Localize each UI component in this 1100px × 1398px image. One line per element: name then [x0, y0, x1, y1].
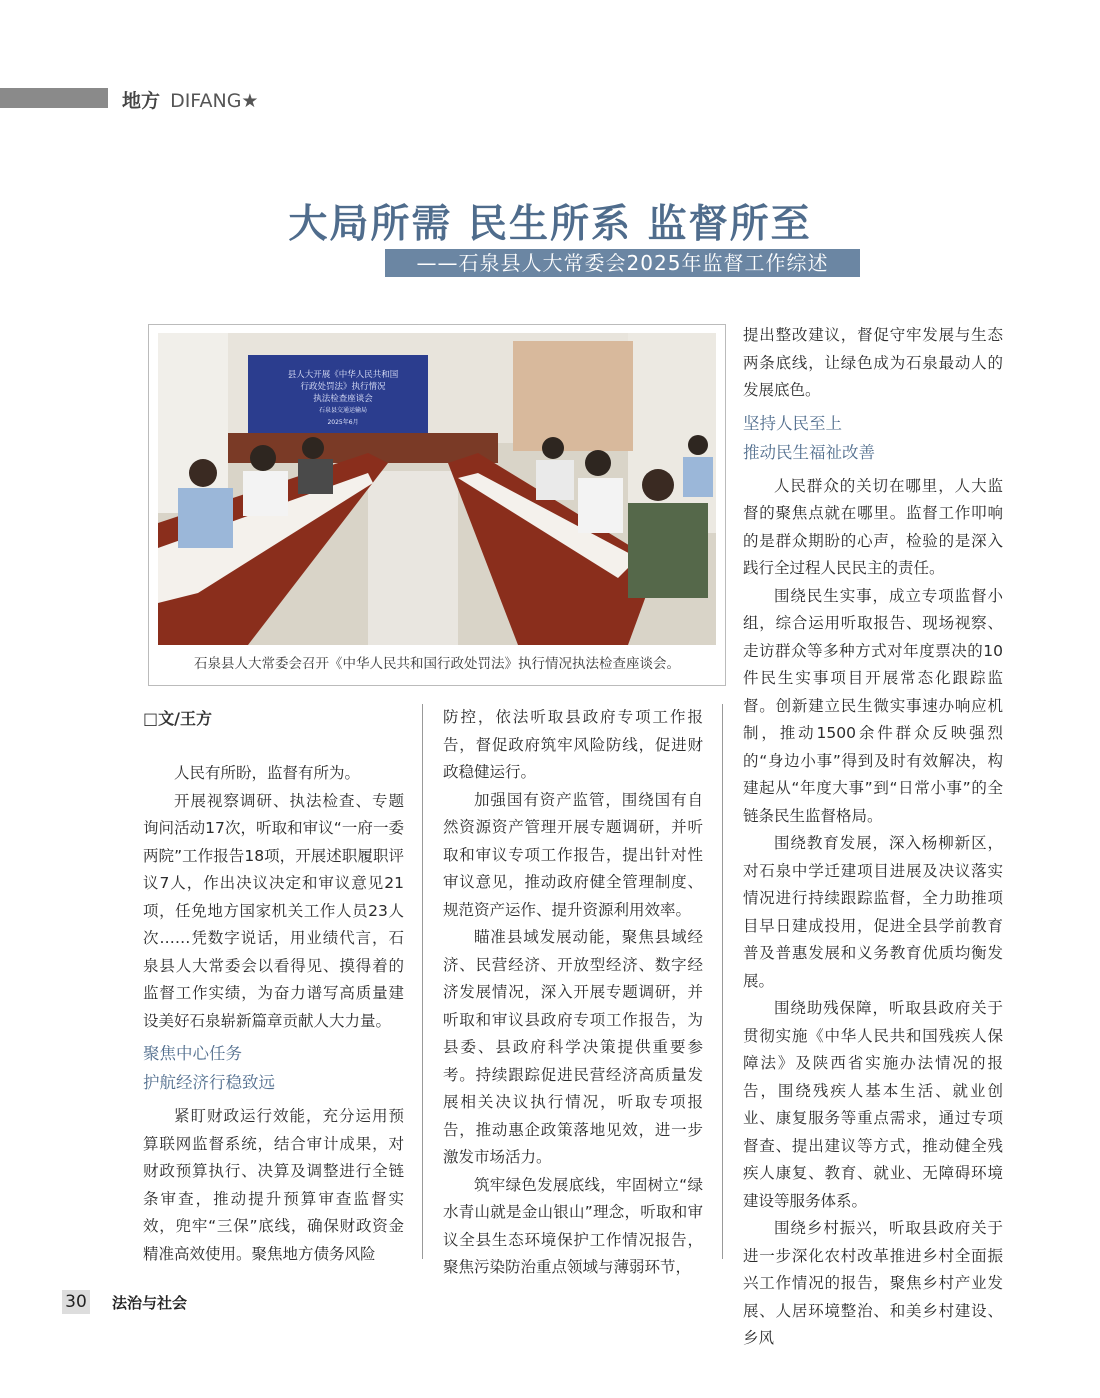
section-heading-line: 聚焦中心任务: [143, 1044, 242, 1063]
article-subtitle: ——石泉县人大常委会2025年监督工作综述: [385, 249, 860, 277]
paragraph: 防控，依法听取县政府专项工作报告，督促政府筑牢风险防线，促进财政稳健运行。: [443, 708, 703, 781]
photo-caption: 石泉县人大常委会召开《中华人民共和国行政处罚法》执行情况执法检查座谈会。: [194, 656, 680, 672]
paragraph: 围绕教育发展，深入杨柳新区，对石泉中学迁建项目进展及决议落实情况进行持续跟踪监督，全力助推项目早日建成投用，促进全县学前教育普及普惠发展和义务教育优质均衡发展。: [743, 834, 1003, 990]
section-header: [122, 86, 258, 113]
column-divider: [422, 704, 423, 1259]
section-heading-line: 坚持人民至上: [743, 413, 842, 433]
paragraph: 加强国有资产监管，围绕国有自然资源资产管理开展专题调研，并听取和审议专项工作报告，提出针对性审议意见，推动政府健全管理制度、规范资产运作、提升资源利用效率。: [443, 790, 703, 919]
paragraph: 围绕民生实事，成立专项监督小组，综合运用听取报告、现场视察、走访群众等多种方式对年度票决的10件民生实事项目开展常态化跟踪监督。创新建立民生微实事速办响应机制，推动1500余件群众反映强烈的“身边小事”得到及时有效解决，构建起从“年度大事”到“日常小事”的全链条民生监督格局。: [743, 586, 1003, 825]
header-bar: [0, 88, 108, 108]
screen-line: 石泉县交通运输局: [318, 407, 367, 414]
section-heading-line: 推动民生福祉改善: [743, 442, 875, 462]
section-heading-line: 护航经济行稳致远: [143, 1073, 275, 1092]
column-3: [743, 322, 1003, 1353]
paragraph: 瞄准县域发展动能，聚焦县域经济、民营经济、开放型经济、数字经济发展情况，深入开展专题调研，并听取和审议县政府专项工作报告，为县委、县政府科学决策提供重要参考。持续跟踪促进民营经济高质量发展相关决议执行情况，听取专项报告，推动惠企政策落地见效，进一步激发市场活力。: [443, 928, 703, 1166]
screen-line: 行政处罚法》执行情况: [300, 382, 386, 392]
paragraph: 围绕助残保障，听取县政府关于贯彻实施《中华人民共和国残疾人保障法》及陕西省实施办法情况的报告，围绕残疾人基本生活、就业创业、康复服务等重点需求，通过专项督查、提出建议等方式，推动健全残疾人康复、教育、就业、无障碍环境建设等服务体系。: [743, 999, 1003, 1210]
meeting-photo: [158, 333, 716, 645]
section-heading: [143, 1039, 404, 1097]
screen-line: 县人大开展《中华人民共和国: [287, 370, 399, 380]
paragraph: 围绕乡村振兴，听取县政府关于进一步深化农村改革推进乡村全面振兴工作情况的报告，聚焦乡村产业发展、人居环境整治、和美乡村建设、乡风: [743, 1219, 1003, 1347]
column-1: [143, 760, 404, 1268]
screen-line: 执法检查座谈会: [313, 394, 373, 404]
screen-text: [261, 369, 425, 429]
section-heading: [743, 409, 1003, 467]
article-title: 大局所需 民生所系 监督所至: [288, 202, 812, 247]
column-divider: [722, 704, 723, 1259]
photo-frame: [148, 324, 726, 686]
paragraph: 紧盯财政运行效能，充分运用预算联网监督系统，结合审计成果，对财政预算执行、决算及调整进行全链条审查，推动提升预算审查监督实效，兜牢“三保”底线，确保财政资金精准高效使用。聚焦地方债务风险: [143, 1107, 404, 1263]
byline: □文/王方: [143, 709, 212, 728]
page-number: 30: [62, 1290, 90, 1314]
paragraph: 筑牢绿色发展底线，牢固树立“绿水青山就是金山银山”理念，听取和审议全县生态环境保护工作情况报告，聚焦污染防治重点领域与薄弱环节，: [443, 1175, 703, 1276]
paragraph: 人民有所盼，监督有所为。: [174, 764, 361, 782]
section-name-cn: 地方: [122, 90, 161, 112]
magazine-name: 法治与社会: [112, 1294, 188, 1312]
paragraph: 开展视察调研、执法检查、专题询问活动17次，听取和审议“一府一委两院”工作报告18项，开展述职履职评议7人，作出决议决定和审议意见21项，任免地方国家机关工作人员23人次……凭数字说话，用业绩代言，石泉县人大常委会以看得见、摸得着的监督工作实绩，为奋力谱写高质量建设美好石泉崭新篇章贡献人大力量。: [143, 791, 404, 1030]
paragraph: 提出整改建议，督促守牢发展与生态两条底线，让绿色成为石泉最动人的发展底色。: [743, 326, 1003, 399]
section-name-en: DIFANG★: [170, 90, 259, 112]
paragraph: 人民群众的关切在哪里，人大监督的聚焦点就在哪里。监督工作叩响的是群众期盼的心声，检验的是深入践行全过程人民民主的责任。: [743, 476, 1003, 577]
screen-line: 2025年6月: [327, 419, 359, 426]
column-2: [443, 704, 703, 1282]
